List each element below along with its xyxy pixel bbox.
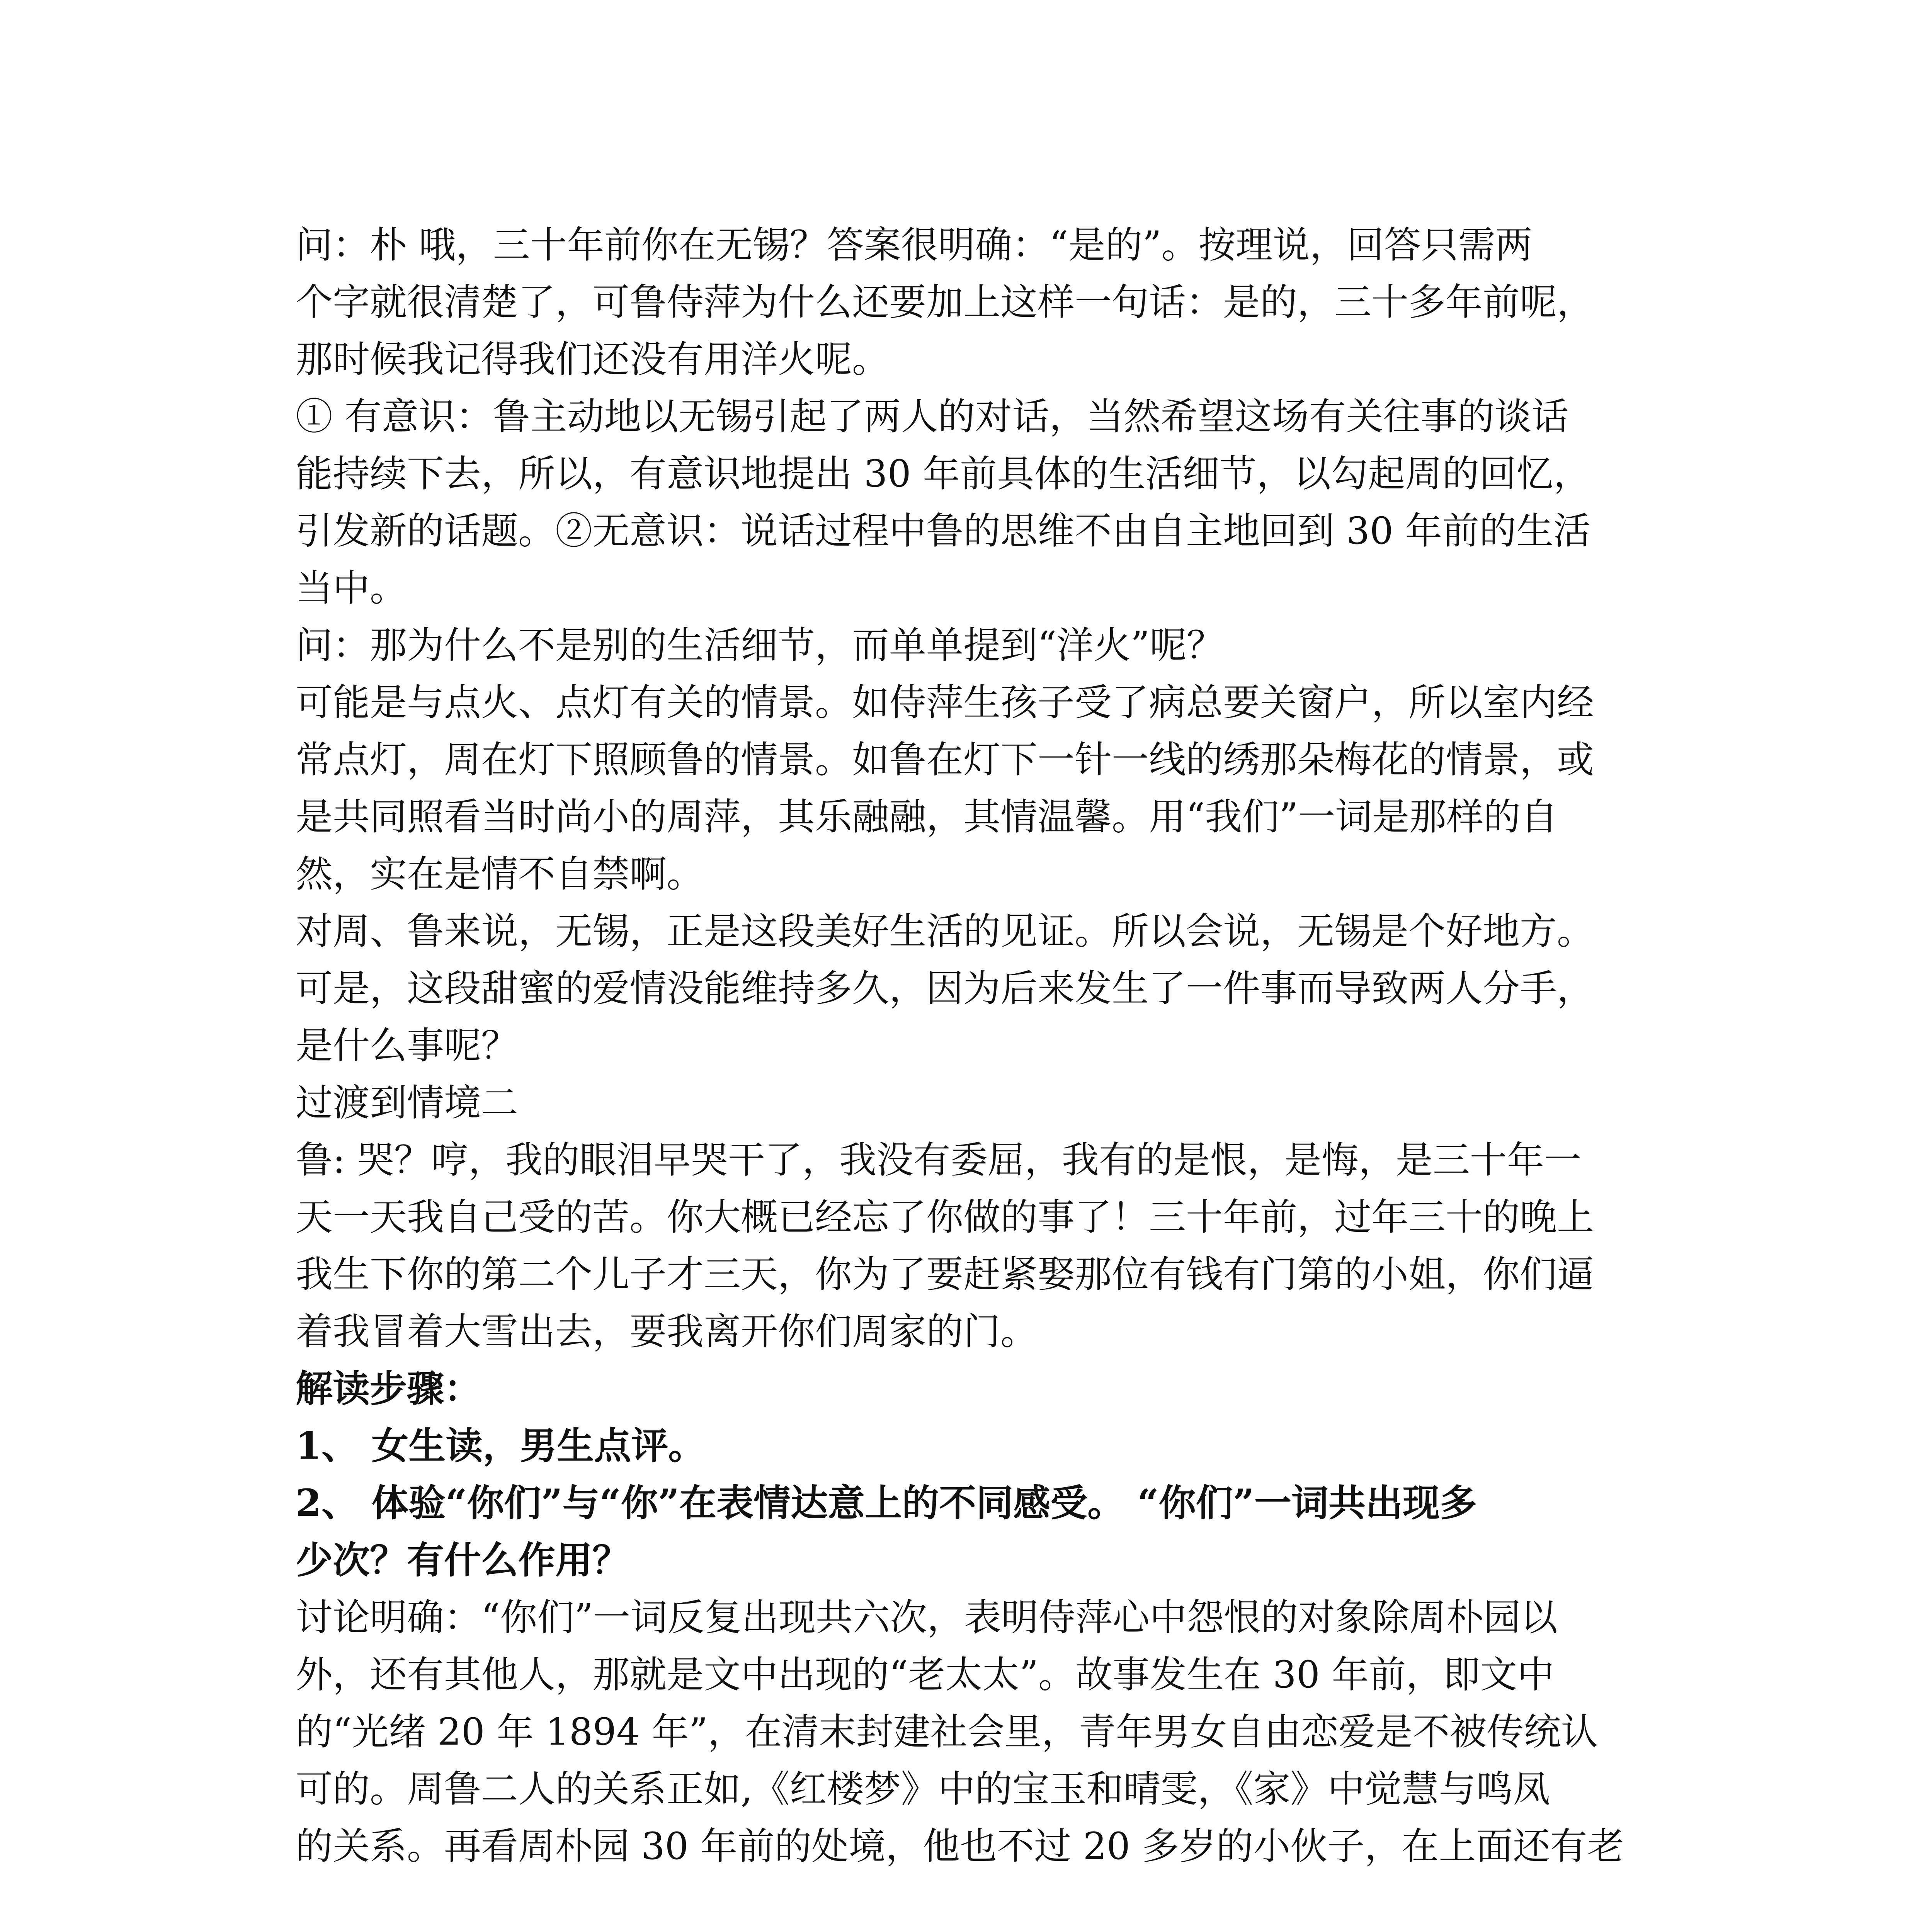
text-line: 我生下你的第二个儿子才三天，你为了要赶紧娶那位有钱有门第的小姐，你们逼 xyxy=(296,1253,1594,1296)
text-line: 的“光绪 20 年 1894 年”，在清末封建社会里，青年男女自由恋爱是不被传统认 xyxy=(296,1710,1598,1753)
text-line: 个字就很清楚了，可鲁侍萍为什么还要加上这样一句话：是的，三十多年前呢， xyxy=(296,281,1594,324)
text-line: 问：那为什么不是别的生活细节，而单单提到“洋火”呢？ xyxy=(296,624,1224,667)
text-line: 是什么事呢？ xyxy=(296,1024,518,1067)
document-page xyxy=(296,216,1629,1875)
text-line: 问：朴 哦，三十年前你在无锡？答案很明确：“是的”。按理说，回答只需两 xyxy=(296,223,1533,267)
text-line: 然，实在是情不自禁啊。 xyxy=(296,852,704,896)
step-item: 1、 女生读，男生点评。 xyxy=(296,1424,706,1468)
text-line: 可能是与点火、点灯有关的情景。如侍萍生孩子受了病总要关窗户，所以室内经 xyxy=(296,681,1594,724)
text-line: 的关系。再看周朴园 30 年前的处境，他也不过 20 多岁的小伙子，在上面还有老 xyxy=(296,1825,1624,1868)
text-line: 常点灯，周在灯下照顾鲁的情景。如鲁在灯下一针一线的绣那朵梅花的情景，或 xyxy=(296,738,1594,781)
text-line: 当中。 xyxy=(296,566,407,610)
text-line: 可是，这段甜蜜的爱情没能维持多久，因为后来发生了一件事而导致两人分手， xyxy=(296,967,1594,1010)
text-line: 是共同照看当时尚小的周萍，其乐融融，其情温馨。用“我们”一词是那样的自 xyxy=(296,795,1558,838)
text-line: 讨论明确：“你们”一词反复出现共六次，表明侍萍心中怨恨的对象除周朴园以 xyxy=(296,1596,1558,1639)
text-line: 着我冒着大雪出去，要我离开你们周家的门。 xyxy=(296,1310,1038,1353)
text-line: 对周、鲁来说，无锡，正是这段美好生活的见证。所以会说，无锡是个好地方。 xyxy=(296,910,1594,953)
step-item: 2、 体验“你们”与“你”在表情达意上的不同感受。 “你们”一词共出现多 xyxy=(296,1481,1477,1525)
text-line: 那时候我记得我们还没有用洋火呢。 xyxy=(296,338,889,381)
text-line: 引发新的话题。②无意识：说话过程中鲁的思维不由自主地回到 30 年前的生活 xyxy=(296,509,1591,553)
text-line: 鲁: 哭？哼，我的眼泪早哭干了，我没有委屈，我有的是恨，是悔，是三十年一 xyxy=(296,1138,1581,1182)
text-line: 能持续下去，所以，有意识地提出 30 年前具体的生活细节，以勾起周的回忆， xyxy=(296,452,1591,495)
step-item: 少次？有什么作用？ xyxy=(296,1538,629,1582)
text-line: 可的。周鲁二人的关系正如,《红楼梦》中的宝玉和晴雯，《家》中觉慧与鸣凤 xyxy=(296,1767,1550,1811)
text-line: 外，还有其他人，那就是文中出现的“老太太”。故事发生在 30 年前，即文中 xyxy=(296,1653,1555,1696)
text-line: ① 有意识：鲁主动地以无锡引起了两人的对话，当然希望这场有关往事的谈话 xyxy=(296,395,1569,438)
section-heading: 解读步骤： xyxy=(296,1367,481,1410)
text-line: 天一天我自己受的苦。你大概已经忘了你做的事了！三十年前，过年三十的晚上 xyxy=(296,1196,1594,1239)
text-line: 过渡到情境二 xyxy=(296,1081,518,1124)
